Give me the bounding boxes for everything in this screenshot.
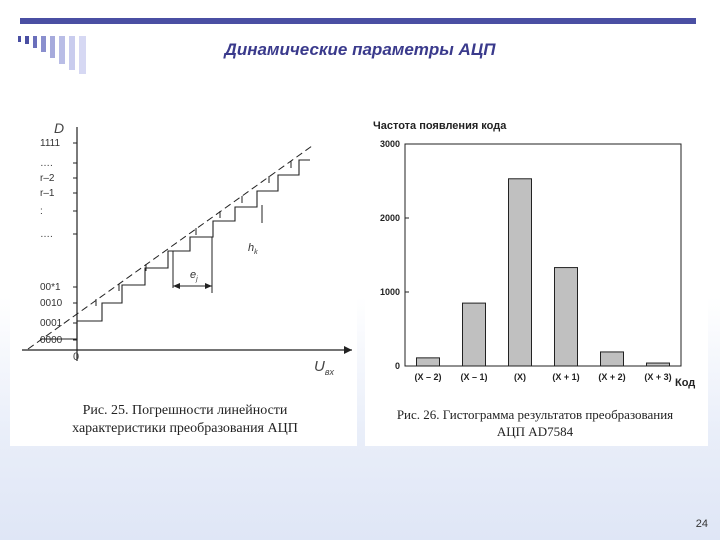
figure-25-caption-line2: характеристики преобразования АЦП xyxy=(72,421,298,436)
chart-title: Частота появления кода xyxy=(373,120,507,132)
origin-label: 0 xyxy=(73,351,80,363)
y-tick-label: 0001 xyxy=(40,318,63,329)
staircase-characteristic xyxy=(40,160,310,339)
y-tick-label: r–1 xyxy=(40,188,55,199)
x-tick-label: (X + 2) xyxy=(598,372,626,382)
bars xyxy=(417,179,670,366)
slide-title: Динамические параметры АЦП xyxy=(224,40,496,59)
figure-histogram-panel xyxy=(365,108,708,446)
y-tick-label: …. xyxy=(40,158,53,169)
x-axis-label: $U_{вх}$ xyxy=(314,358,335,377)
y-tick-label: 0 xyxy=(394,361,400,371)
figure-25-caption-line1: Рис. 25. Погрешности линейности xyxy=(82,403,288,418)
figure-linearity-panel xyxy=(10,113,357,446)
y-tick-labels xyxy=(40,138,77,346)
figure-26-caption xyxy=(370,406,700,440)
bar xyxy=(417,358,440,366)
y-tick-label: 3000 xyxy=(379,139,400,149)
y-tick-label: …. xyxy=(40,229,53,240)
annotation-e: $e_j$ xyxy=(190,269,198,283)
y-tick-label: 1111 xyxy=(40,138,61,149)
y-axis-label: D xyxy=(54,120,65,136)
plot-frame xyxy=(405,144,681,366)
x-tick-label: (X – 2) xyxy=(414,372,442,382)
y-tick-label: 2000 xyxy=(379,213,400,223)
annotation-h: $h_k$ xyxy=(248,242,258,256)
y-tick-label: 00*1 xyxy=(40,282,61,293)
x-tick-label: (X – 1) xyxy=(460,372,488,382)
x-tick-label: (X + 3) xyxy=(644,372,672,382)
bar xyxy=(601,352,624,366)
figure-25-caption xyxy=(40,402,330,438)
x-axis-label: Код xyxy=(675,377,696,389)
y-tick-label: 0000 xyxy=(40,335,63,346)
bar xyxy=(647,363,670,366)
bar xyxy=(509,179,532,366)
linearity-diagram xyxy=(10,113,357,403)
y-tick-label: r–2 xyxy=(40,173,55,184)
x-tick-labels xyxy=(414,372,671,382)
top-accent-bar xyxy=(20,18,696,24)
x-axis-arrow xyxy=(344,346,352,354)
y-tick-label: 1000 xyxy=(379,287,400,297)
histogram-chart xyxy=(365,108,708,398)
figure-26-caption-line2: АЦП AD7584 xyxy=(496,424,574,439)
bar xyxy=(555,268,578,366)
step-marks xyxy=(96,161,291,306)
y-tick-label: 0010 xyxy=(40,298,63,309)
x-tick-label: (X + 1) xyxy=(552,372,580,382)
y-tick-label: : xyxy=(40,206,43,217)
page-number: 24 xyxy=(695,518,708,530)
bar xyxy=(463,303,486,366)
figure-26-caption-line1: Рис. 26. Гистограмма результатов преобразования xyxy=(396,407,674,422)
x-tick-label: (X) xyxy=(514,372,526,382)
